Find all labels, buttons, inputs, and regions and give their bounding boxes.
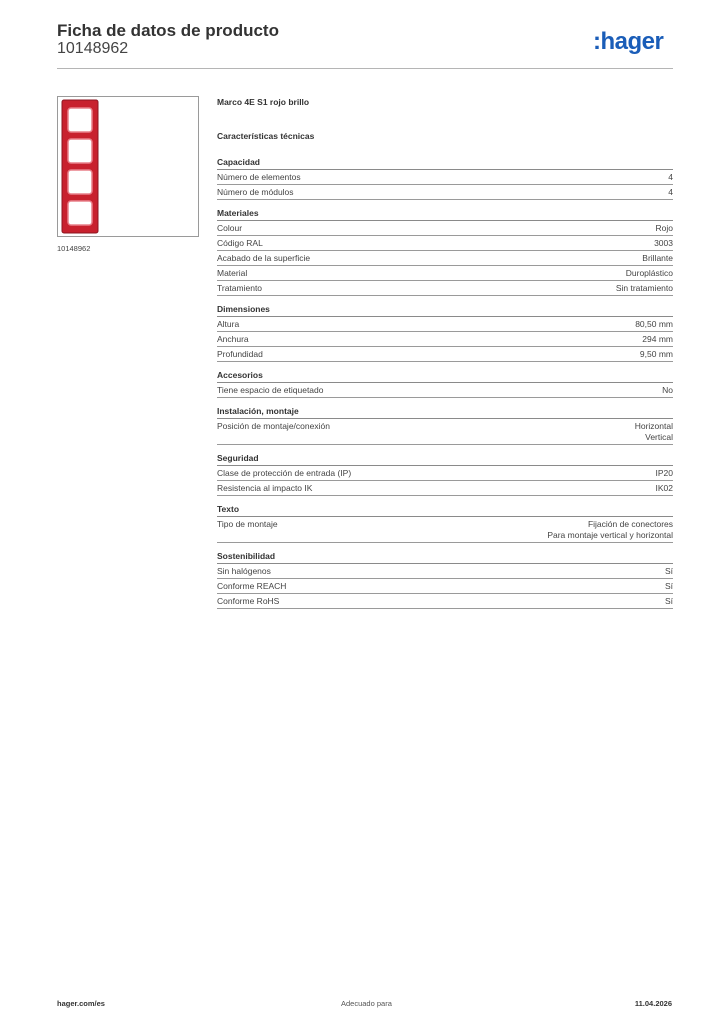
spec-value-line: Fijación de conectores (587, 519, 673, 529)
spec-row (217, 281, 673, 296)
spec-label: Colour (217, 223, 243, 233)
spec-value-line: Sin tratamiento (615, 283, 673, 293)
section-title: Capacidad (217, 156, 673, 170)
section-title: Sostenibilidad (217, 550, 673, 564)
spec-row (217, 185, 673, 200)
spec-value-line: Duroplástico (625, 268, 673, 278)
spec-label: Posición de montaje/conexión (217, 421, 330, 431)
spec-label: Conforme REACH (217, 581, 287, 591)
spec-row (217, 517, 673, 543)
footer-date: 11.04.2026 (634, 999, 672, 1008)
spec-value (640, 349, 673, 360)
spec-row (217, 236, 673, 251)
spec-label: Número de módulos (217, 187, 294, 197)
spec-label: Material (217, 268, 248, 278)
spec-value-line: 294 mm (642, 334, 673, 344)
spec-sections (217, 156, 673, 609)
spec-label: Tratamiento (217, 283, 263, 293)
spec-value (616, 283, 673, 294)
spec-content (217, 96, 673, 616)
spec-row (217, 221, 673, 236)
spec-section (217, 405, 673, 445)
spec-label: Tipo de montaje (217, 519, 278, 529)
spec-value-line: Vertical (645, 432, 673, 442)
spec-value (656, 468, 674, 479)
spec-row (217, 347, 673, 362)
spec-section (217, 207, 673, 296)
spec-value (654, 238, 673, 249)
spec-label: Altura (217, 319, 240, 329)
spec-label: Resistencia al impacto IK (217, 483, 313, 493)
spec-value (665, 566, 673, 577)
spec-row (217, 466, 673, 481)
red-frame-4-gang-image (58, 97, 198, 236)
spec-value (656, 223, 673, 234)
spec-row (217, 170, 673, 185)
section-title: Texto (217, 503, 673, 517)
spec-value-line: IP20 (655, 468, 673, 478)
spec-label: Anchura (217, 334, 249, 344)
spec-value (665, 581, 673, 592)
spec-section (217, 550, 673, 609)
footer-suitable-for: Adecuado para (341, 999, 392, 1008)
section-title: Instalación, montaje (217, 405, 673, 419)
spec-label: Sin halógenos (217, 566, 271, 576)
spec-row (217, 564, 673, 579)
spec-label: Código RAL (217, 238, 263, 248)
spec-row (217, 481, 673, 496)
spec-value-line: 9,50 mm (639, 349, 673, 359)
spec-value-line: No (662, 385, 673, 395)
spec-section (217, 503, 673, 543)
spec-row (217, 579, 673, 594)
section-title: Materiales (217, 207, 673, 221)
spec-row (217, 594, 673, 609)
spec-section (217, 452, 673, 496)
spec-value (635, 421, 673, 443)
spec-value (626, 268, 673, 279)
spec-value-line: Sí (664, 566, 673, 576)
spec-value (662, 385, 673, 396)
spec-label: Conforme RoHS (217, 596, 280, 606)
spec-row (217, 419, 673, 445)
spec-value-line: 4 (668, 187, 673, 197)
product-reference: 10148962 (57, 40, 129, 57)
spec-value (668, 187, 673, 198)
spec-label: Clase de protección de entrada (IP) (217, 468, 352, 478)
section-title: Accesorios (217, 369, 673, 383)
spec-section (217, 369, 673, 398)
spec-section (217, 303, 673, 362)
spec-value (668, 172, 673, 183)
spec-section (217, 156, 673, 200)
spec-value (642, 253, 673, 264)
spec-value-line: Horizontal (634, 421, 673, 431)
spec-label: Número de elementos (217, 172, 301, 182)
spec-row (217, 317, 673, 332)
spec-label: Profundidad (217, 349, 263, 359)
spec-value-line: 3003 (654, 238, 673, 248)
spec-value (665, 596, 673, 607)
product-image (57, 96, 199, 237)
spec-value (547, 519, 673, 541)
spec-label: Tiene espacio de etiquetado (217, 385, 324, 395)
spec-value-line: Brillante (642, 253, 673, 263)
tech-specs-title: Características técnicas (217, 131, 315, 141)
section-title: Seguridad (217, 452, 673, 466)
spec-value (642, 334, 673, 345)
spec-value-line: IK02 (655, 483, 673, 493)
spec-value-line: Para montaje vertical y horizontal (547, 530, 673, 540)
spec-value-line: Sí (664, 581, 673, 591)
spec-row (217, 383, 673, 398)
footer-website[interactable]: hager.com/es (57, 999, 105, 1008)
spec-value-line: Sí (664, 596, 673, 606)
spec-value-line: 80,50 mm (635, 319, 673, 329)
hager-logo (593, 28, 675, 56)
product-name: Marco 4E S1 rojo brillo (217, 97, 310, 107)
spec-row (217, 266, 673, 281)
spec-value (635, 319, 673, 330)
image-caption: 10148962 (57, 244, 91, 253)
header-divider (57, 68, 673, 69)
section-title: Dimensiones (217, 303, 673, 317)
spec-row (217, 332, 673, 347)
spec-row (217, 251, 673, 266)
spec-value-line: Rojo (655, 223, 673, 233)
page-title: Ficha de datos de producto (57, 21, 279, 40)
svg-text::hager: :hager (593, 28, 664, 55)
spec-value (656, 483, 674, 494)
spec-value-line: 4 (668, 172, 673, 182)
spec-label: Acabado de la superficie (217, 253, 311, 263)
